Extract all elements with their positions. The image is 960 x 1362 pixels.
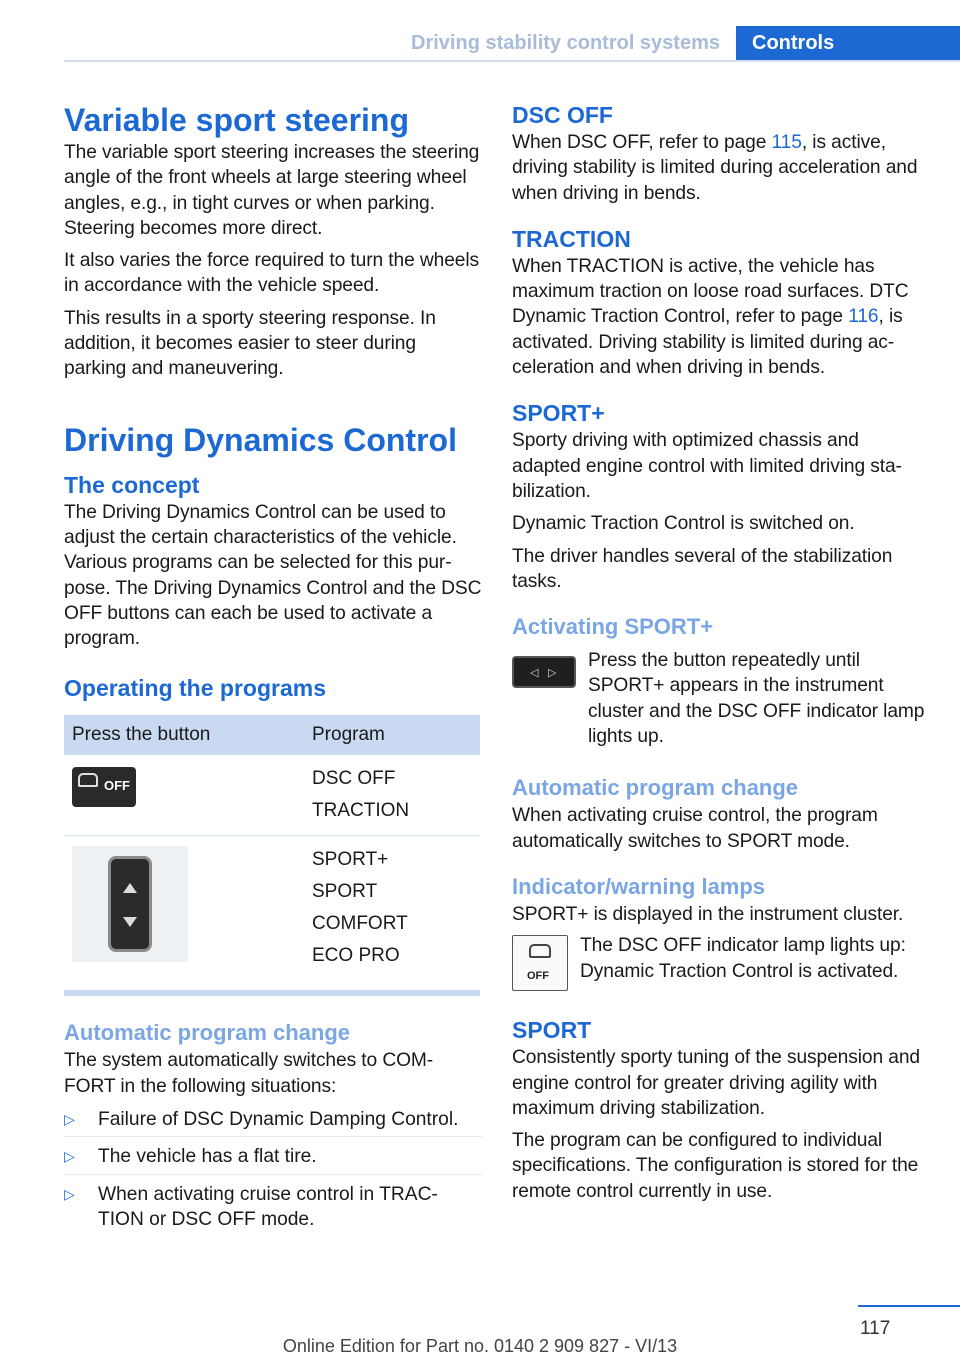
list-item-text: When activating cruise control in TRAC-TION or DSC OFF mode.	[98, 1183, 438, 1230]
paragraph: The variable sport steering increases the steering angle of the front wheels at large steering wheel angles, e.g., in tight curves or when parking. Steering becomes more direct.	[64, 142, 480, 239]
heading-traction: TRACTION	[512, 225, 631, 252]
paragraph: Dynamic Traction Control is switched on.	[512, 513, 855, 535]
page-link-115[interactable]: 115	[771, 132, 802, 153]
paragraph: When activating cruise control, the program automatically switches to SPORT mode.	[512, 805, 878, 852]
heading-operating-programs: Operating the programs	[64, 675, 326, 702]
table-header	[64, 715, 480, 755]
table-cell	[64, 763, 304, 827]
list-item	[64, 1107, 482, 1137]
heading-automatic-program-change: Automatic program change	[512, 775, 799, 801]
table-cell	[64, 844, 304, 972]
lamp-row	[512, 933, 932, 991]
arrow-right-icon: ▷	[548, 667, 557, 680]
text: When TRACTION is active, the vehicle has maximum traction on loose road surfaces. DTC Dynamic Traction Control, refer to page	[512, 255, 909, 328]
heading-activating-sport-plus: Activating SPORT+	[512, 614, 714, 640]
header-chapter-tab: Controls	[736, 26, 960, 60]
heading-driving-dynamics-control: Driving Dynamics Control	[64, 421, 457, 458]
program-item: DSC OFF	[312, 768, 396, 790]
activating-row	[512, 648, 932, 749]
paragraph: The DSC OFF indicator lamp lights up: Dynamic Traction Control is activated.	[580, 935, 906, 982]
table-end-rule	[64, 990, 480, 996]
table-row	[64, 836, 480, 980]
program-item: ECO PRO	[312, 945, 400, 967]
text: When DSC OFF, refer to page	[512, 132, 772, 153]
heading-automatic-program-change: Automatic program change	[64, 1020, 351, 1046]
program-item: SPORT+	[312, 849, 389, 871]
table-cell	[304, 844, 408, 972]
paragraph: This results in a sporty steering response. In addition, it becomes easier to steer during parking and maneuvering.	[64, 307, 436, 380]
edition-footer: Online Edition for Part no. 0140 2 909 827 - VI/13	[282, 1336, 678, 1356]
lamp-off-label: OFF	[527, 970, 549, 983]
car-skid-icon	[78, 773, 98, 787]
dsc-off-label: OFF	[104, 778, 130, 794]
dsc-off-indicator-lamp-icon	[512, 935, 568, 991]
triangle-bullet-icon: ▷	[64, 1185, 75, 1202]
list-item-text: Failure of DSC Dynamic Damping Control.	[98, 1109, 459, 1131]
page-number-rule	[858, 1305, 960, 1307]
paragraph	[512, 130, 932, 206]
triangle-bullet-icon: ▷	[64, 1148, 75, 1165]
arrow-up-icon	[123, 883, 137, 893]
heading-variable-sport-steering: Variable sport steering	[64, 102, 410, 138]
heading-the-concept: The concept	[64, 471, 200, 498]
list-item	[64, 1182, 482, 1237]
list-item-text: The vehicle has a flat tire.	[98, 1146, 317, 1168]
heading-sport: SPORT	[512, 1017, 592, 1044]
paragraph: SPORT+ is displayed in the instrument cluster.	[512, 903, 904, 925]
heading-dsc-off: DSC OFF	[512, 102, 613, 128]
heading-indicator-warning-lamps: Indicator/warning lamps	[512, 873, 766, 899]
paragraph	[512, 254, 932, 380]
paragraph: The driver handles several of the stabilization tasks.	[512, 545, 893, 592]
paragraph: It also varies the force required to turn the wheels in accordance with the vehicle speed.	[64, 250, 480, 297]
table-row	[64, 755, 480, 836]
arrow-left-icon: ◁	[530, 667, 539, 680]
rocker-switch-body	[108, 856, 152, 952]
page-link-116[interactable]: 116	[848, 306, 879, 328]
table-header-button: Press the button	[72, 724, 211, 746]
driving-dynamics-switch-icon	[72, 846, 188, 962]
header-section-title: Driving stability control systems	[411, 32, 720, 54]
page-number: 117	[860, 1318, 891, 1339]
heading-sport-plus: SPORT+	[512, 400, 605, 427]
bullet-list	[64, 1107, 482, 1236]
list-item	[64, 1144, 482, 1174]
driving-dynamics-button-icon	[512, 656, 576, 688]
header-divider	[64, 60, 960, 62]
program-item: COMFORT	[312, 913, 408, 935]
programs-table	[64, 715, 480, 996]
triangle-bullet-icon: ▷	[64, 1111, 75, 1128]
paragraph: The Driving Dynamics Control can be used to adjust the certain characteristics of the vehicle. Various programs can be selected for this pur-pose. The Driving Dynamics Control and the DSC OFF buttons can each be used to activate a program.	[64, 501, 482, 650]
dsc-off-button-icon	[72, 767, 136, 807]
paragraph: Press the button repeatedly until SPORT+ appears in the instrument cluster and the DSC OFF indicator lamp lights up.	[588, 650, 925, 748]
right-column	[512, 100, 932, 1204]
paragraph: Consistently sporty tuning of the suspension and engine control for greater driving agility with maximum driving stabilization.	[512, 1047, 920, 1119]
left-column	[64, 100, 482, 1243]
table-cell	[304, 763, 409, 827]
arrow-down-icon	[123, 917, 137, 927]
car-skid-icon	[529, 944, 551, 958]
program-item: TRACTION	[312, 800, 410, 822]
table-header-program: Program	[312, 724, 385, 746]
paragraph: Sporty driving with optimized chassis and adapted engine control with limited driving sta-bilization.	[512, 430, 902, 502]
paragraph: The system automatically switches to COM-FORT in the following situations:	[64, 1050, 434, 1097]
paragraph: The program can be configured to individual specifications. The configuration is stored for the remote control currently in use.	[512, 1130, 919, 1202]
program-item: SPORT	[312, 881, 378, 903]
text: , is activated. Driving stability is limited during ac-celeration and when driving in bends.	[512, 306, 903, 379]
text: , is active, driving stability is limited during acceleration and when driving in bends.	[512, 132, 918, 204]
